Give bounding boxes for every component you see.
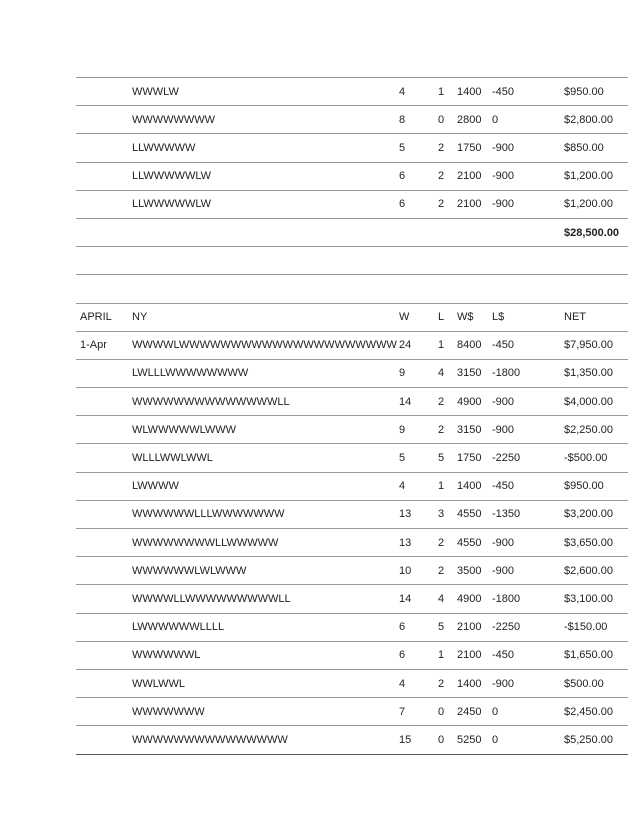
win-dollars-cell: 1750 [457,452,482,465]
win-dollars-cell: 2100 [457,621,482,634]
losses-cell: 1 [438,339,445,352]
wins-cell: 24 [399,339,412,352]
wins-cell: 10 [399,564,412,577]
losses-cell: 2 [438,170,445,183]
win-dollars-cell: 8400 [457,339,482,352]
sequence-cell: LWWWW [132,480,179,493]
win-dollars-cell: 5250 [457,733,482,746]
win-dollars-cell: 2800 [457,113,482,126]
wins-header: W [399,311,410,324]
losses-cell: 2 [438,395,445,408]
table-row [76,162,628,190]
wins-cell: 13 [399,536,412,549]
win-dollars-cell: 2100 [457,170,482,183]
table-row [76,190,628,218]
net-cell: $2,450.00 [564,705,613,718]
sequence-cell: WWWWLLWWWWWWWWWLL [132,592,291,605]
net-cell: $3,100.00 [564,592,613,605]
table-row [76,697,628,725]
table-row [76,105,628,133]
table-row [76,500,628,528]
table-row [76,725,628,754]
win-dollars-cell: 4900 [457,592,482,605]
losses-cell: 2 [438,198,445,211]
table-row [76,133,628,161]
table-row [76,415,628,443]
wins-cell: 7 [399,705,406,718]
loss-dollars-cell: 0 [492,113,499,126]
date-cell: 1-Apr [80,339,107,352]
net-cell: -$150.00 [564,621,608,634]
wins-cell: 6 [399,649,406,662]
losses-cell: 2 [438,677,445,690]
losses-cell: 0 [438,113,445,126]
sequence-cell: LLWWWWWLW [132,170,212,183]
net-cell: $1,650.00 [564,649,613,662]
table-row [76,472,628,500]
net-cell: $3,650.00 [564,536,613,549]
sequence-cell: WWWWWWL [132,649,201,662]
wins-cell: 5 [399,141,406,154]
sequence-cell: WWWWLWWWWWWWWWWWWWWWWWWWWW [132,339,397,352]
wins-cell: 13 [399,508,412,521]
wins-cell: 8 [399,113,406,126]
losses-cell: 2 [438,423,445,436]
wins-cell: 4 [399,480,406,493]
net-cell: $7,950.00 [564,339,613,352]
net-cell: $1,200.00 [564,170,613,183]
sequence-cell: WWWWWWLLLWWWWWWW [132,508,285,521]
table-row [76,613,628,641]
win-dollars-cell: 4550 [457,508,482,521]
empty-row [76,246,628,274]
net-cell: $5,250.00 [564,733,613,746]
sequence-cell: LWLLLWWWWWWWW [132,367,249,380]
results-table [76,77,628,755]
table-row [76,584,628,612]
sequence-cell: WWWWWWW [132,705,205,718]
losses-cell: 5 [438,452,445,465]
losses-cell: 4 [438,592,445,605]
net-cell: $1,200.00 [564,198,613,211]
sequence-cell: WWWWWWWWWWWWWWW [132,733,288,746]
loss-dollars-cell: -2250 [492,621,521,634]
losses-header: L [438,311,445,324]
win-dollars-cell: 1400 [457,85,482,98]
losses-cell: 0 [438,733,445,746]
wins-cell: 4 [399,677,406,690]
net-cell: $2,250.00 [564,423,613,436]
net-cell: $950.00 [564,480,604,493]
loss-dollars-cell: -900 [492,423,515,436]
header-row [76,303,628,331]
sequence-cell: WWWWWWWWLLWWWWW [132,536,279,549]
net-cell: $1,350.00 [564,367,613,380]
losses-cell: 1 [438,85,445,98]
loss-dollars-cell: -450 [492,85,515,98]
losses-cell: 5 [438,621,445,634]
sequence-cell: LLWWWWW [132,141,196,154]
losses-cell: 2 [438,141,445,154]
month-header: APRIL [80,311,112,324]
wins-cell: 15 [399,733,412,746]
table-row [76,443,628,471]
wins-cell: 9 [399,367,406,380]
sequence-cell: WWWWWWWWWWWWWWLL [132,395,290,408]
win-dollars-cell: 2100 [457,649,482,662]
loss-dollars-cell: -450 [492,480,515,493]
team-header: NY [132,311,148,324]
net-cell: $2,800.00 [564,113,613,126]
net-cell: $3,200.00 [564,508,613,521]
loss-dollars-cell: -900 [492,395,515,408]
net-cell: $950.00 [564,85,604,98]
net-header: NET [564,311,586,324]
loss-dollars-cell: -2250 [492,452,521,465]
loss-dollars-cell: -1800 [492,592,521,605]
wins-cell: 14 [399,395,412,408]
wins-cell: 5 [399,452,406,465]
wins-cell: 4 [399,85,406,98]
table-row [76,556,628,584]
win-dollars-cell: 2450 [457,705,482,718]
loss-dollars-cell: -900 [492,677,515,690]
losses-cell: 2 [438,536,445,549]
win-dollars-cell: 1400 [457,480,482,493]
loss-dollars-header: L$ [492,311,505,324]
total-row [76,218,628,246]
win-dollars-cell: 1400 [457,677,482,690]
loss-dollars-cell: -450 [492,649,515,662]
loss-dollars-cell: -900 [492,564,515,577]
loss-dollars-cell: -1800 [492,367,521,380]
loss-dollars-cell: 0 [492,733,499,746]
table-row [76,359,628,387]
loss-dollars-cell: -900 [492,198,515,211]
sequence-cell: WWLWWL [132,677,185,690]
win-dollars-cell: 4550 [457,536,482,549]
win-dollars-cell: 3500 [457,564,482,577]
loss-dollars-cell: -900 [492,141,515,154]
net-cell: $4,000.00 [564,395,613,408]
table-row [76,528,628,556]
loss-dollars-cell: 0 [492,705,499,718]
wins-cell: 6 [399,170,406,183]
win-dollars-cell: 4900 [457,395,482,408]
table-row [76,77,628,105]
sequence-cell: WLLLWWLWWL [132,452,213,465]
table-row [76,387,628,415]
losses-cell: 2 [438,564,445,577]
net-cell: $2,600.00 [564,564,613,577]
loss-dollars-cell: -900 [492,536,515,549]
win-dollars-cell: 3150 [457,423,482,436]
net-cell: $500.00 [564,677,604,690]
total-net-cell: $28,500.00 [564,226,620,239]
win-dollars-cell: 3150 [457,367,482,380]
table-row [76,331,628,359]
win-dollars-cell: 1750 [457,141,482,154]
net-cell: -$500.00 [564,452,608,465]
wins-cell: 6 [399,198,406,211]
net-cell: $850.00 [564,141,604,154]
losses-cell: 1 [438,649,445,662]
table-row [76,641,628,669]
wins-cell: 9 [399,423,406,436]
loss-dollars-cell: -900 [492,170,515,183]
sequence-cell: LWWWWWWLLLL [132,621,225,634]
losses-cell: 0 [438,705,445,718]
wins-cell: 14 [399,592,412,605]
win-dollars-header: W$ [457,311,474,324]
wins-cell: 6 [399,621,406,634]
sequence-cell: LLWWWWWLW [132,198,212,211]
losses-cell: 1 [438,480,445,493]
loss-dollars-cell: -450 [492,339,515,352]
sequence-cell: WWWWWWWW [132,113,216,126]
sequence-cell: WWWLW [132,85,179,98]
loss-dollars-cell: -1350 [492,508,521,521]
losses-cell: 3 [438,508,445,521]
sequence-cell: WWWWWWLWLWWW [132,564,247,577]
table-row [76,669,628,697]
win-dollars-cell: 2100 [457,198,482,211]
sequence-cell: WLWWWWWLWWW [132,423,237,436]
losses-cell: 4 [438,367,445,380]
empty-row [76,274,628,302]
